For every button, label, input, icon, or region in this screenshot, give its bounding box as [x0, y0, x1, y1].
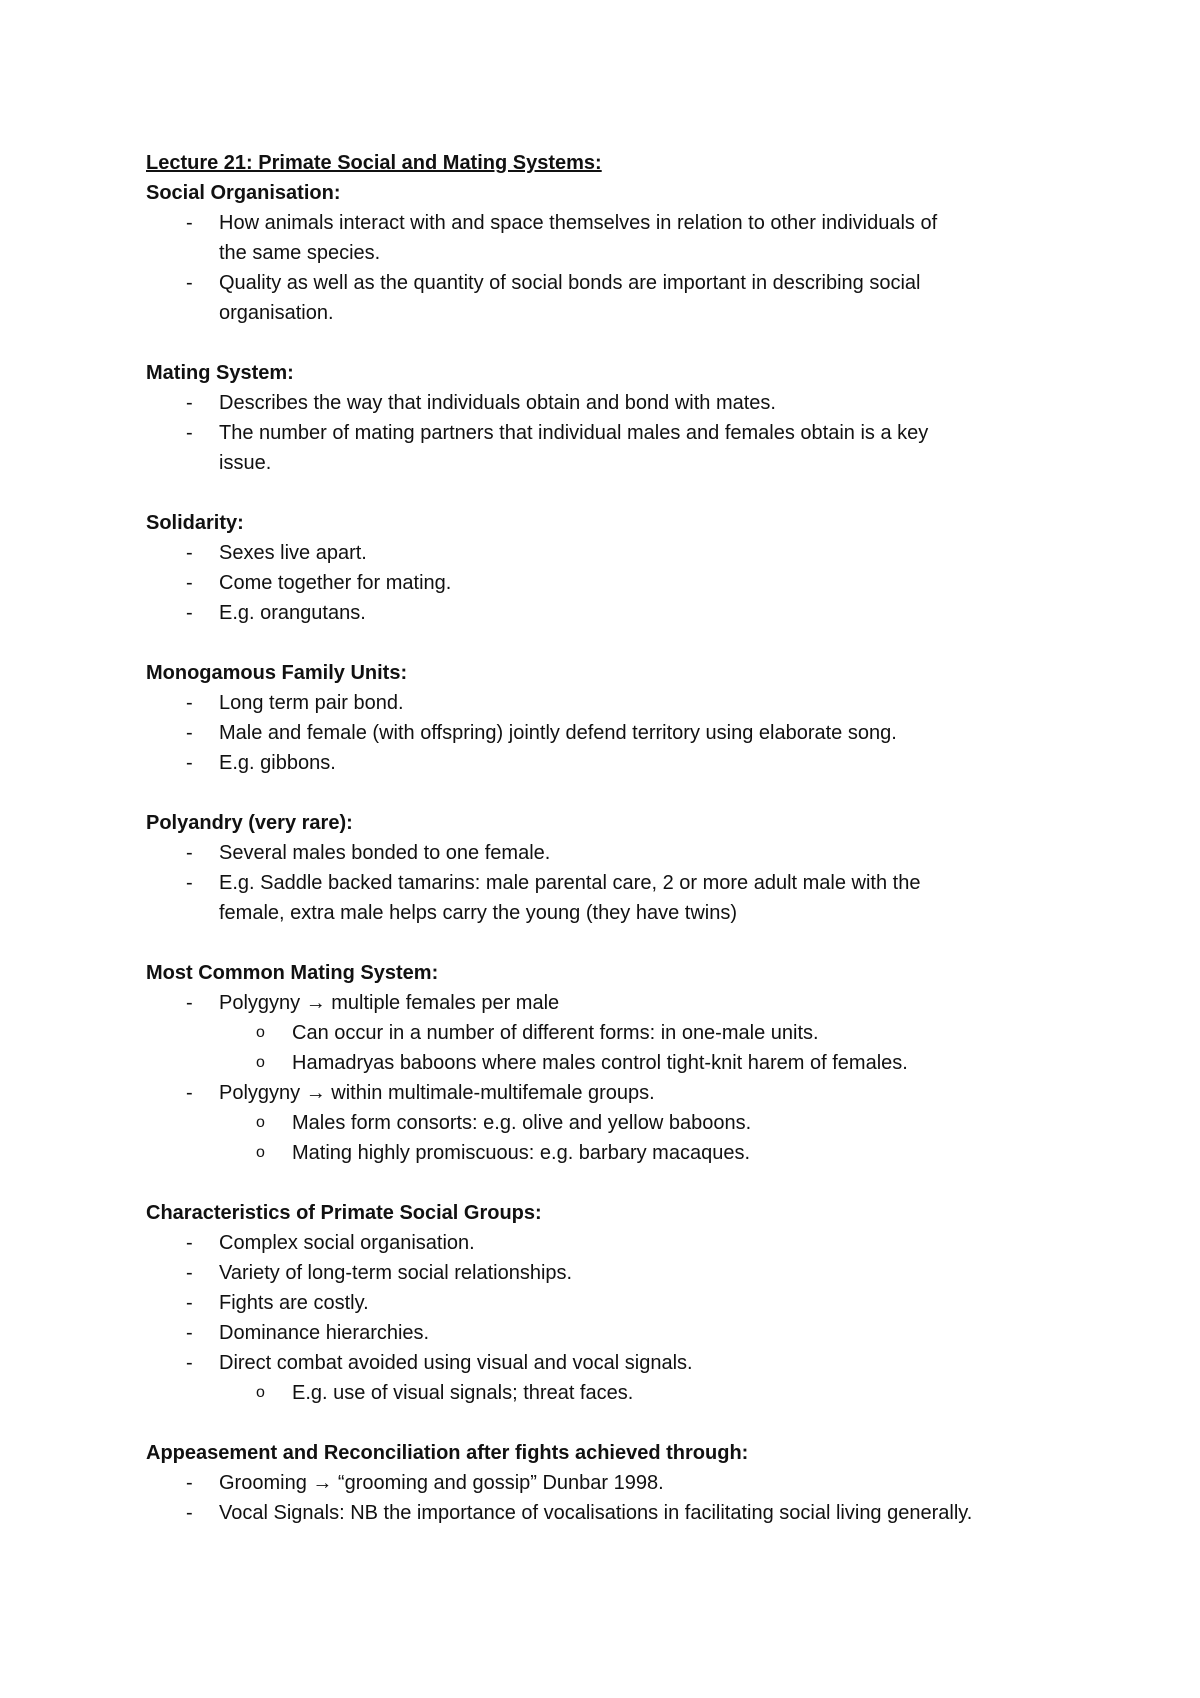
dash-bullet-marker: -	[186, 542, 193, 564]
bullet-text: Sexes live apart.	[219, 542, 367, 564]
circle-bullet-marker: o	[256, 1054, 265, 1071]
bullet-text: E.g. use of visual signals; threat faces.	[292, 1382, 634, 1404]
sub-bullet-item	[146, 1018, 1106, 1048]
bullet-item	[146, 1078, 1106, 1108]
bullet-item	[146, 1258, 1106, 1288]
bullet-continuation: the same species.	[219, 242, 381, 264]
bullet-item	[146, 838, 1106, 868]
sub-bullet-item	[146, 1378, 1106, 1408]
sub-bullet-item	[146, 1108, 1106, 1138]
bullet-text: Males form consorts: e.g. olive and yellow baboons.	[292, 1112, 752, 1134]
section-heading: Polyandry (very rare):	[146, 812, 353, 834]
bullet-text: Grooming → “grooming and gossip” Dunbar 1998.	[219, 1472, 664, 1494]
bullet-text: Variety of long-term social relationships.	[219, 1262, 573, 1284]
bullet-item	[146, 1498, 1106, 1528]
dash-bullet-marker: -	[186, 272, 193, 294]
bullet-text: Direct combat avoided using visual and vocal signals.	[219, 1352, 693, 1374]
dash-bullet-marker: -	[186, 1292, 193, 1314]
bullet-text: Long term pair bond.	[219, 692, 404, 714]
dash-bullet-marker: -	[186, 1502, 193, 1524]
dash-bullet-marker: -	[186, 1232, 193, 1254]
bullet-continuation: female, extra male helps carry the young (they have twins)	[219, 902, 738, 924]
dash-bullet-marker: -	[186, 722, 193, 744]
circle-bullet-marker: o	[256, 1114, 265, 1131]
bullet-text: Describes the way that individuals obtain and bond with mates.	[219, 392, 776, 414]
bullet-text: E.g. Saddle backed tamarins: male parental care, 2 or more adult male with the	[219, 872, 921, 894]
page-title: Lecture 21: Primate Social and Mating Systems:	[146, 152, 602, 174]
bullet-item	[146, 1348, 1106, 1378]
circle-bullet-marker: o	[256, 1024, 265, 1041]
bullet-continuation: issue.	[219, 452, 272, 474]
bullet-item	[146, 988, 1106, 1018]
bullet-item	[146, 718, 1106, 748]
bullet-text: Fights are costly.	[219, 1292, 369, 1314]
bullet-text: Polygyny → multiple females per male	[219, 992, 560, 1014]
bullet-item	[146, 208, 1106, 238]
dash-bullet-marker: -	[186, 1352, 193, 1374]
dash-bullet-marker: -	[186, 422, 193, 444]
bullet-text: Quality as well as the quantity of social bonds are important in describing social	[219, 272, 921, 294]
section-heading: Appeasement and Reconciliation after fights achieved through:	[146, 1442, 749, 1464]
dash-bullet-marker: -	[186, 572, 193, 594]
blank-line	[146, 478, 1106, 508]
bullet-item	[146, 538, 1106, 568]
bullet-text: Dominance hierarchies.	[219, 1322, 430, 1344]
bullet-item	[146, 598, 1106, 628]
dash-bullet-marker: -	[186, 752, 193, 774]
blank-line	[146, 1168, 1106, 1198]
bullet-item	[146, 688, 1106, 718]
bullet-text: E.g. gibbons.	[219, 752, 336, 774]
bullet-text: Polygyny → within multimale-multifemale groups.	[219, 1082, 655, 1104]
dash-bullet-marker: -	[186, 872, 193, 894]
bullet-text: Several males bonded to one female.	[219, 842, 551, 864]
dash-bullet-marker: -	[186, 392, 193, 414]
sub-bullet-item	[146, 1138, 1106, 1168]
blank-line	[146, 778, 1106, 808]
circle-bullet-marker: o	[256, 1384, 265, 1401]
bullet-item	[146, 748, 1106, 778]
bullet-item	[146, 868, 1106, 898]
bullet-text: E.g. orangutans.	[219, 602, 366, 624]
dash-bullet-marker: -	[186, 602, 193, 624]
blank-line	[146, 928, 1106, 958]
bullet-text: Male and female (with offspring) jointly defend territory using elaborate song.	[219, 722, 897, 744]
section-heading: Social Organisation:	[146, 182, 341, 204]
bullet-text: Hamadryas baboons where males control tight-knit harem of females.	[292, 1052, 908, 1074]
bullet-item	[146, 268, 1106, 298]
bullet-text: The number of mating partners that individual males and females obtain is a key	[219, 422, 929, 444]
section-heading: Most Common Mating System:	[146, 962, 439, 984]
bullet-item	[146, 1318, 1106, 1348]
blank-line	[146, 628, 1106, 658]
bullet-item	[146, 1468, 1106, 1498]
bullet-item	[146, 388, 1106, 418]
bullet-item	[146, 568, 1106, 598]
blank-line	[146, 328, 1106, 358]
section-heading: Solidarity:	[146, 512, 244, 534]
bullet-item	[146, 418, 1106, 448]
blank-line	[146, 1408, 1106, 1438]
lecture-notes	[146, 148, 1106, 1528]
bullet-text: How animals interact with and space themselves in relation to other individuals of	[219, 212, 938, 234]
bullet-text: Vocal Signals: NB the importance of vocalisations in facilitating social living generally.	[219, 1502, 973, 1524]
sub-bullet-item	[146, 1048, 1106, 1078]
bullet-text: Mating highly promiscuous: e.g. barbary macaques.	[292, 1142, 751, 1164]
section-heading: Mating System:	[146, 362, 294, 384]
dash-bullet-marker: -	[186, 842, 193, 864]
bullet-text: Can occur in a number of different forms: in one-male units.	[292, 1022, 819, 1044]
section-heading: Monogamous Family Units:	[146, 662, 408, 684]
dash-bullet-marker: -	[186, 1082, 193, 1104]
dash-bullet-marker: -	[186, 992, 193, 1014]
dash-bullet-marker: -	[186, 1262, 193, 1284]
dash-bullet-marker: -	[186, 1472, 193, 1494]
bullet-item	[146, 1228, 1106, 1258]
dash-bullet-marker: -	[186, 1322, 193, 1344]
dash-bullet-marker: -	[186, 212, 193, 234]
circle-bullet-marker: o	[256, 1144, 265, 1161]
section-heading: Characteristics of Primate Social Groups:	[146, 1202, 542, 1224]
bullet-text: Come together for mating.	[219, 572, 452, 594]
dash-bullet-marker: -	[186, 692, 193, 714]
bullet-text: Complex social organisation.	[219, 1232, 475, 1254]
bullet-continuation: organisation.	[219, 302, 334, 324]
bullet-item	[146, 1288, 1106, 1318]
